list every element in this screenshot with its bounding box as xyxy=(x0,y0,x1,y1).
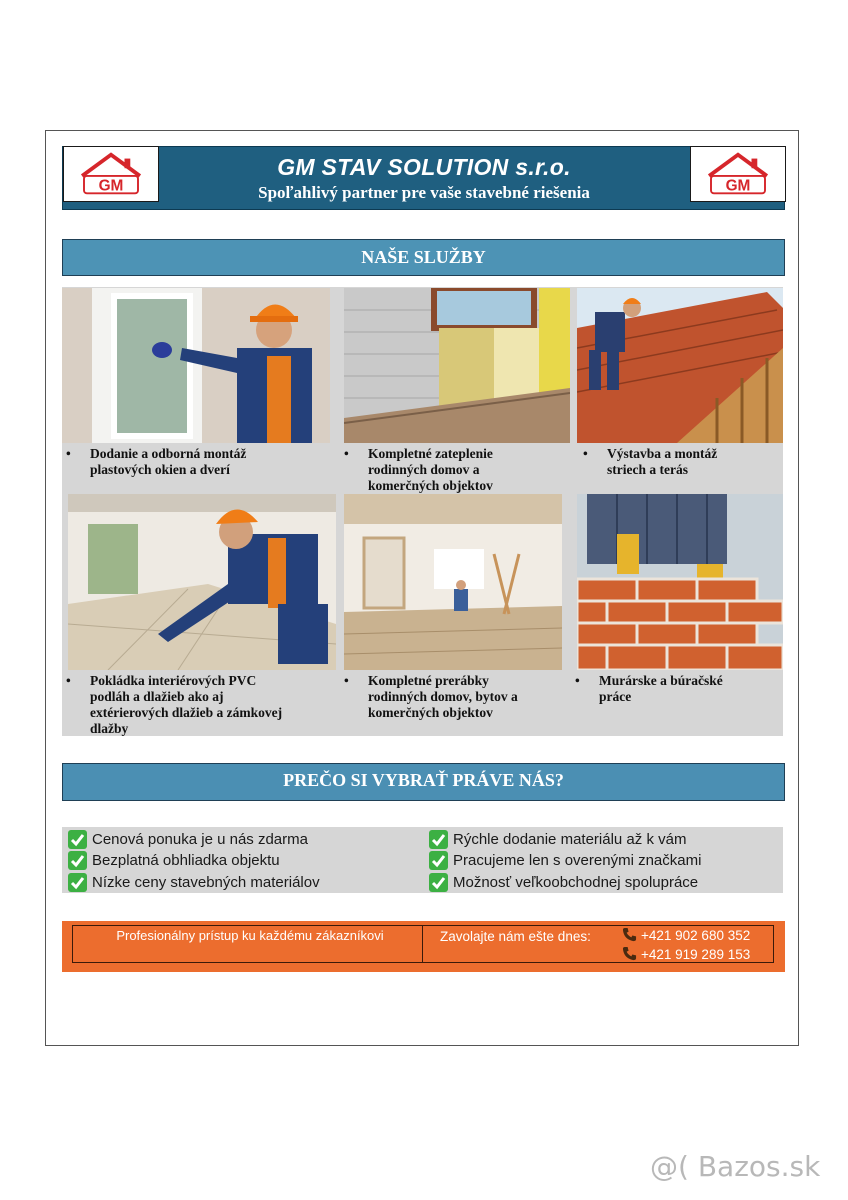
logo-text: GM xyxy=(725,177,751,195)
footer-slogan: Profesionálny prístup ku každému zákazníkovi xyxy=(116,928,384,943)
service-caption-5: • Kompletné prerábky rodinných domov, bytov a komerčných objektov xyxy=(344,673,518,720)
call-text: Zavolajte nám ešte dnes: xyxy=(440,929,591,944)
benefit-item: Možnosť veľkoobchodnej spolupráce xyxy=(453,872,698,893)
renovation-photo xyxy=(344,494,562,670)
check-icon xyxy=(429,830,448,849)
benefit-item: Bezplatná obhliadka objektu xyxy=(92,850,280,871)
phone-icon xyxy=(622,946,637,961)
company-name: GM STAV SOLUTION s.r.o. xyxy=(277,154,571,180)
floor-tiling-photo xyxy=(68,494,336,670)
bullet: • xyxy=(575,673,580,688)
company-tagline: Spoľahlivý partner pre vaše stavebné riešenia xyxy=(258,183,590,202)
services-heading: NAŠE SLUŽBY xyxy=(62,239,785,276)
bazos-watermark: @( Bazos.sk xyxy=(650,1150,821,1183)
service-caption-4: • Pokládka interiérových PVC podláh a dlažieb ako aj extérierových dlažieb a zámkovej dlažby xyxy=(66,673,283,736)
bullet: • xyxy=(66,673,71,688)
phone-icon xyxy=(622,927,637,942)
service-caption-6: • Murárske a búračské práce xyxy=(575,673,723,704)
benefit-item: Rýchle dodanie materiálu až k vám xyxy=(453,829,686,850)
check-icon xyxy=(68,873,87,892)
bullet: • xyxy=(344,446,349,461)
roofer-photo xyxy=(577,288,783,443)
window-installer-photo xyxy=(62,288,330,443)
check-icon xyxy=(68,830,87,849)
check-icon xyxy=(429,873,448,892)
phone-number-2[interactable]: +421 919 289 153 xyxy=(622,946,750,962)
wall-insulation-photo xyxy=(344,288,570,443)
bricklaying-photo xyxy=(577,494,783,670)
contact-divider xyxy=(422,925,423,963)
bullet: • xyxy=(66,446,71,461)
check-icon xyxy=(429,851,448,870)
company-logo-right xyxy=(690,146,786,202)
check-icon xyxy=(68,851,87,870)
service-caption-3: • Výstavba a montáž striech a terás xyxy=(583,446,718,477)
why-us-heading: PREČO SI VYBRAŤ PRÁVE NÁS? xyxy=(62,763,785,801)
service-caption-2: • Kompletné zateplenie rodinných domov a komerčných objektov xyxy=(344,446,493,493)
service-caption-1: • Dodanie a odborná montáž plastových okien a dverí xyxy=(66,446,247,477)
benefit-item: Nízke ceny stavebných materiálov xyxy=(92,872,320,893)
bullet: • xyxy=(344,673,349,688)
benefit-item: Cenová ponuka je u nás zdarma xyxy=(92,829,308,850)
bullet: • xyxy=(583,446,588,461)
logo-text: GM xyxy=(98,177,124,195)
company-logo-left xyxy=(63,146,159,202)
benefit-item: Pracujeme len s overenými značkami xyxy=(453,850,701,871)
phone-number-1[interactable]: +421 902 680 352 xyxy=(622,927,750,943)
